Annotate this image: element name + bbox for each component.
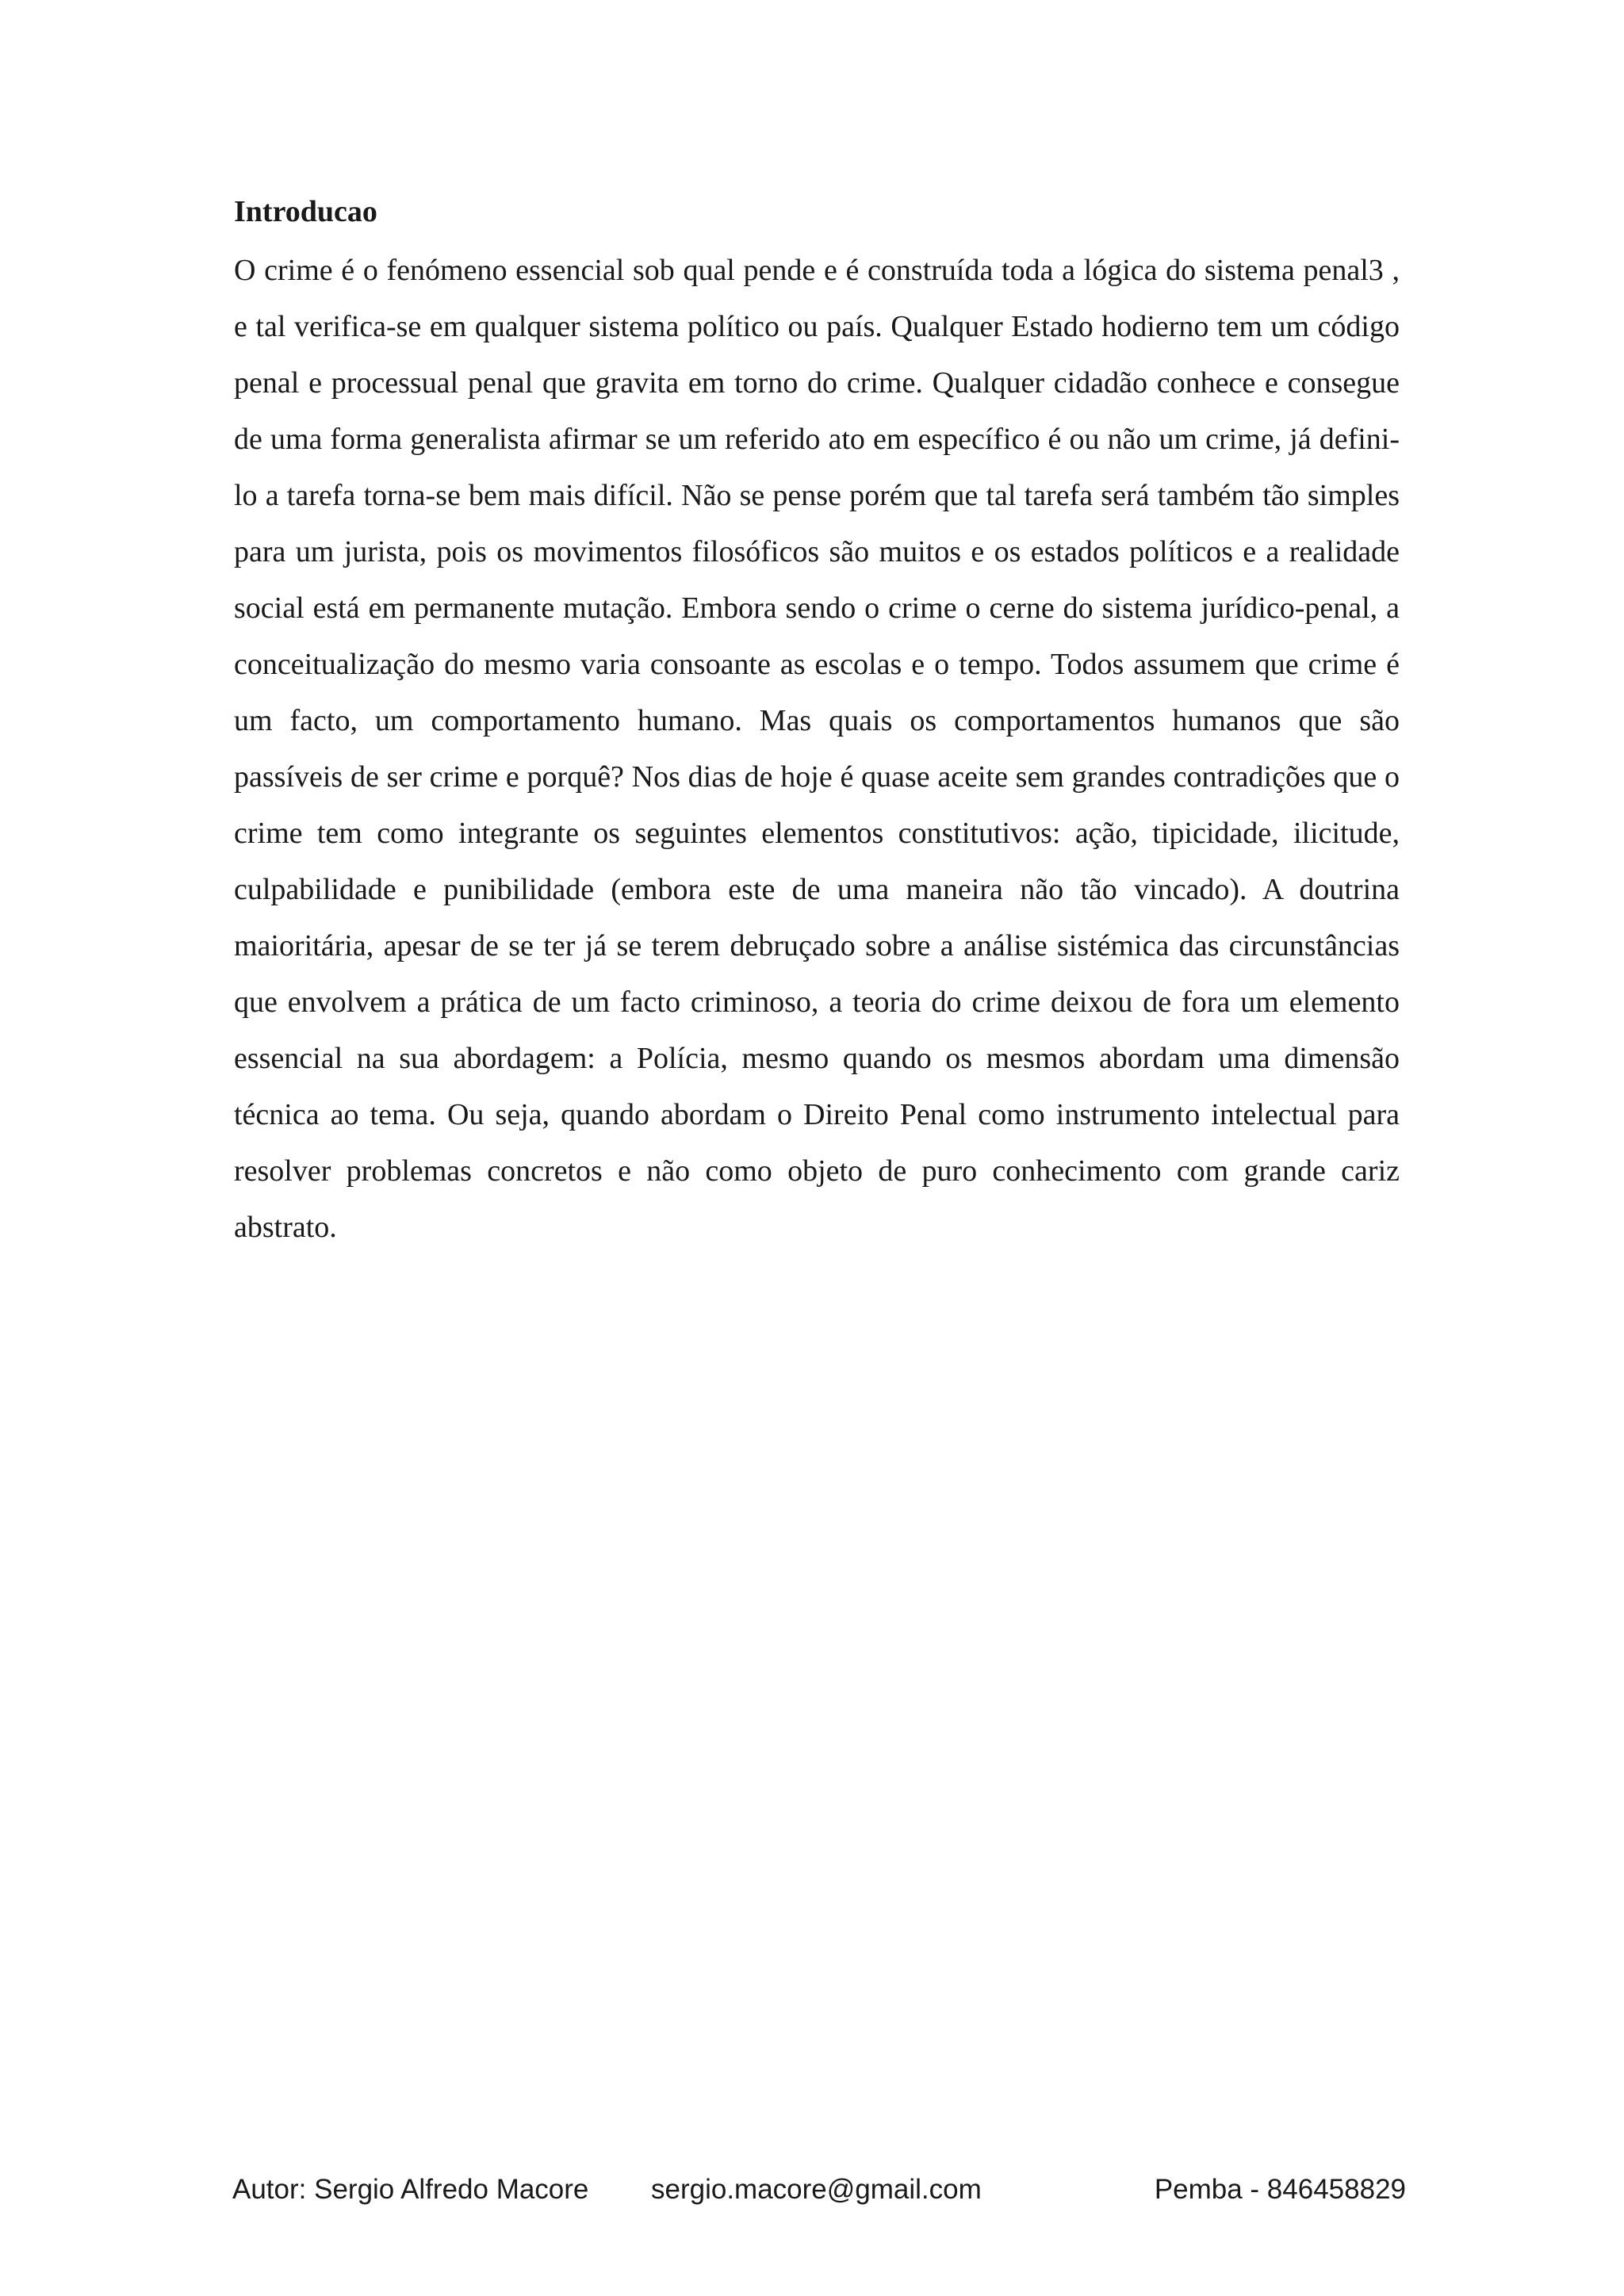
- document-body: [234, 190, 1400, 1256]
- footer-location: Pemba - 846458829: [1154, 2174, 1406, 2205]
- body-paragraph: O crime é o fenómeno essencial sob qual pende e é construída toda a lógica do sistema penal3 , e tal verifica-se em qualquer sistema político ou país. Qualquer Estado hodierno tem um código penal e processual penal que gravita em torno do crime. Qualquer cidadão conhece e consegue de uma forma generalista afirmar se um referido ato em específico é ou não um crime, já defini-lo a tarefa torna-se bem mais difícil. Não se pense porém que tal tarefa será também tão simples para um jurista, pois os movimentos filosóficos são muitos e os estados políticos e a realidade social está em permanente mutação. Embora sendo o crime o cerne do sistema jurídico-penal, a conceitualização do mesmo varia consoante as escolas e o tempo. Todos assumem que crime é um facto, um comportamento humano. Mas quais os comportamentos humanos que são passíveis de ser crime e porquê? Nos dias de hoje é quase aceite sem grandes contradições que o crime tem como integrante os seguintes elementos constitutivos: ação, tipicidade, ilicitude, culpabilidade e punibilidade (embora este de uma maneira não tão vincado). A doutrina maioritária, apesar de se ter já se terem debruçado sobre a análise sistémica das circunstâncias que envolvem a prática de um facto criminoso, a teoria do crime deixou de fora um elemento essencial na sua abordagem: a Polícia, mesmo quando os mesmos abordam uma dimensão técnica ao tema. Ou seja, quando abordam o Direito Penal como instrumento intelectual para resolver problemas concretos e não como objeto de puro conhecimento com grande cariz abstrato.: [234, 254, 1400, 1244]
- footer-email: sergio.macore@gmail.com: [651, 2174, 982, 2205]
- footer-author: Autor: Sergio Alfredo Macore: [232, 2174, 589, 2205]
- section-heading: Introducao: [234, 195, 377, 228]
- page-footer: [232, 2174, 1406, 2214]
